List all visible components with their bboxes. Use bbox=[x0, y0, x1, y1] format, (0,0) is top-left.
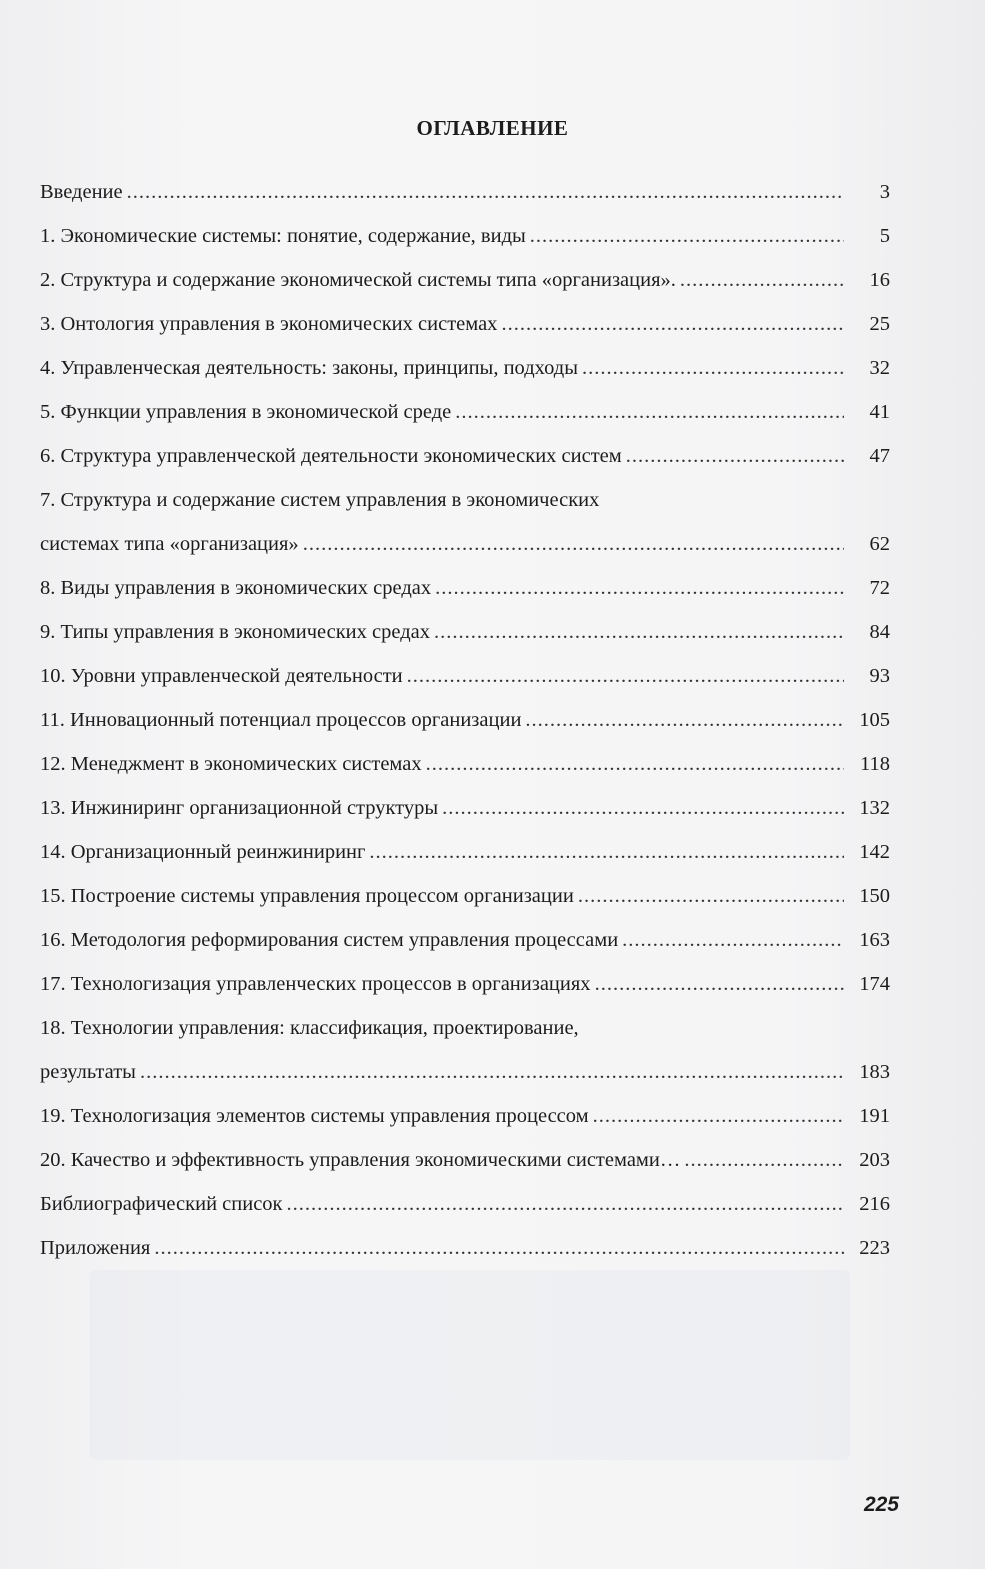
dot-leader bbox=[442, 786, 844, 830]
toc-entry[interactable] bbox=[40, 1138, 890, 1182]
toc-entry-label: результаты bbox=[40, 1061, 136, 1083]
toc-entry-label: Приложения bbox=[40, 1237, 151, 1259]
dot-leader bbox=[530, 214, 844, 258]
toc-entry-label: 4. Управленческая деятельность: законы, принципы, подходы bbox=[40, 357, 578, 379]
toc-entry-label: 5. Функции управления в экономической среде bbox=[40, 401, 452, 423]
toc-entry[interactable] bbox=[40, 170, 890, 214]
toc-entry-label: 16. Методология реформирования систем управления процессами bbox=[40, 929, 619, 951]
toc-entry[interactable] bbox=[40, 566, 890, 610]
toc-entry[interactable] bbox=[40, 1094, 890, 1138]
dot-leader bbox=[287, 1182, 844, 1226]
toc-entry-page: 3 bbox=[879, 181, 890, 203]
toc-entry-page: 142 bbox=[859, 841, 890, 863]
toc-entry[interactable] bbox=[40, 698, 890, 742]
toc-entry[interactable] bbox=[40, 874, 890, 918]
toc-entry[interactable] bbox=[40, 610, 890, 654]
toc-entry-label: 19. Технологизация элементов системы управления процессом bbox=[40, 1105, 589, 1127]
toc-entry-page: 93 bbox=[869, 665, 890, 687]
toc-entry-label: 12. Менеджмент в экономических системах bbox=[40, 753, 422, 775]
toc-entry[interactable] bbox=[40, 214, 890, 258]
toc-entry-label: Библиографический список bbox=[40, 1193, 283, 1215]
dot-leader bbox=[455, 390, 844, 434]
dot-leader bbox=[593, 1094, 844, 1138]
toc-entry-page: 25 bbox=[869, 313, 890, 335]
toc-entry[interactable] bbox=[40, 390, 890, 434]
toc-entry-page: 174 bbox=[859, 973, 890, 995]
toc-entry[interactable] bbox=[40, 830, 890, 874]
dot-leader bbox=[626, 434, 844, 478]
toc-entry-label: 18. Технологии управления: классификация, проектирование, bbox=[40, 1017, 579, 1039]
toc-entry-label: 1. Экономические системы: понятие, содержание, виды bbox=[40, 225, 526, 247]
toc-entry-page: 41 bbox=[869, 401, 890, 423]
toc-entry-label: 2. Структура и содержание экономической системы типа «организация». bbox=[40, 269, 676, 291]
toc-entry-page: 72 bbox=[869, 577, 890, 599]
dot-leader bbox=[369, 830, 844, 874]
dot-leader bbox=[582, 346, 844, 390]
toc-entry-line1 bbox=[40, 1006, 890, 1050]
page-title: ОГЛАВЛЕНИЕ bbox=[416, 116, 569, 140]
toc-entry-label: 17. Технологизация управленческих процессов в организациях bbox=[40, 973, 591, 995]
toc-entry-page: 47 bbox=[869, 445, 890, 467]
toc-entry[interactable] bbox=[40, 434, 890, 478]
toc-entry-label: 10. Уровни управленческой деятельности bbox=[40, 665, 403, 687]
dot-leader bbox=[680, 258, 844, 302]
toc-entry[interactable] bbox=[40, 742, 890, 786]
toc-entry-page: 150 bbox=[859, 885, 890, 907]
dot-leader bbox=[684, 1138, 844, 1182]
dot-leader bbox=[426, 742, 844, 786]
dot-leader bbox=[434, 610, 844, 654]
toc-entry-label: 14. Организационный реинжиниринг bbox=[40, 841, 366, 863]
toc-entry-page: 223 bbox=[859, 1237, 890, 1259]
toc-entry-page: 105 bbox=[859, 709, 890, 731]
toc-entry-line1 bbox=[40, 478, 890, 522]
toc-entry-label: 7. Структура и содержание систем управления в экономических bbox=[40, 489, 600, 511]
dot-leader bbox=[435, 566, 844, 610]
dot-leader bbox=[407, 654, 844, 698]
toc-entry-page: 183 bbox=[859, 1061, 890, 1083]
toc-entry-page: 62 bbox=[869, 533, 890, 555]
bleed-through-area bbox=[90, 1270, 850, 1460]
dot-leader bbox=[303, 522, 844, 566]
toc-entry-page: 216 bbox=[859, 1193, 890, 1215]
toc-entry-page: 5 bbox=[879, 225, 890, 247]
toc-entry-label: 11. Инновационный потенциал процессов организации bbox=[40, 709, 522, 731]
dot-leader bbox=[140, 1050, 844, 1094]
toc-entry-label: системах типа «организация» bbox=[40, 533, 299, 555]
dot-leader bbox=[127, 170, 844, 214]
toc-entry[interactable] bbox=[40, 346, 890, 390]
toc-entry[interactable] bbox=[40, 654, 890, 698]
page-number: 225 bbox=[863, 1493, 899, 1516]
toc-entry-label: 13. Инжиниринг организационной структуры bbox=[40, 797, 439, 819]
toc-entry-label: 15. Построение системы управления процессом организации bbox=[40, 885, 574, 907]
toc-entry[interactable] bbox=[40, 786, 890, 830]
toc-entry[interactable] bbox=[40, 522, 890, 566]
toc-entry[interactable] bbox=[40, 1050, 890, 1094]
toc-entry[interactable] bbox=[40, 918, 890, 962]
toc-entry-page: 191 bbox=[859, 1105, 890, 1127]
toc-entry-page: 132 bbox=[859, 797, 890, 819]
toc-entry-page: 203 bbox=[859, 1149, 890, 1171]
toc-entry-label: 9. Типы управления в экономических средах bbox=[40, 621, 430, 643]
toc-entry-page: 16 bbox=[869, 269, 890, 291]
toc-entry-page: 32 bbox=[869, 357, 890, 379]
dot-leader bbox=[525, 698, 844, 742]
dot-leader bbox=[595, 962, 844, 1006]
toc-entry[interactable] bbox=[40, 1182, 890, 1226]
dot-leader bbox=[501, 302, 844, 346]
dot-leader bbox=[578, 874, 844, 918]
dot-leader bbox=[622, 918, 844, 962]
toc-entry-label: 8. Виды управления в экономических средах bbox=[40, 577, 432, 599]
toc-entry[interactable] bbox=[40, 1226, 890, 1270]
dot-leader bbox=[154, 1226, 844, 1270]
toc-entry[interactable] bbox=[40, 258, 890, 302]
toc-entry-label: Введение bbox=[40, 181, 123, 203]
toc-entry-label: 3. Онтология управления в экономических системах bbox=[40, 313, 498, 335]
toc-entry[interactable] bbox=[40, 302, 890, 346]
table-of-contents bbox=[40, 170, 890, 1270]
toc-entry-page: 84 bbox=[869, 621, 890, 643]
toc-entry-page: 118 bbox=[860, 753, 890, 775]
toc-entry-label: 6. Структура управленческой деятельности экономических систем bbox=[40, 445, 622, 467]
toc-entry-label: 20. Качество и эффективность управления экономическими системами… bbox=[40, 1149, 681, 1171]
toc-entry[interactable] bbox=[40, 962, 890, 1006]
toc-entry-page: 163 bbox=[859, 929, 890, 951]
